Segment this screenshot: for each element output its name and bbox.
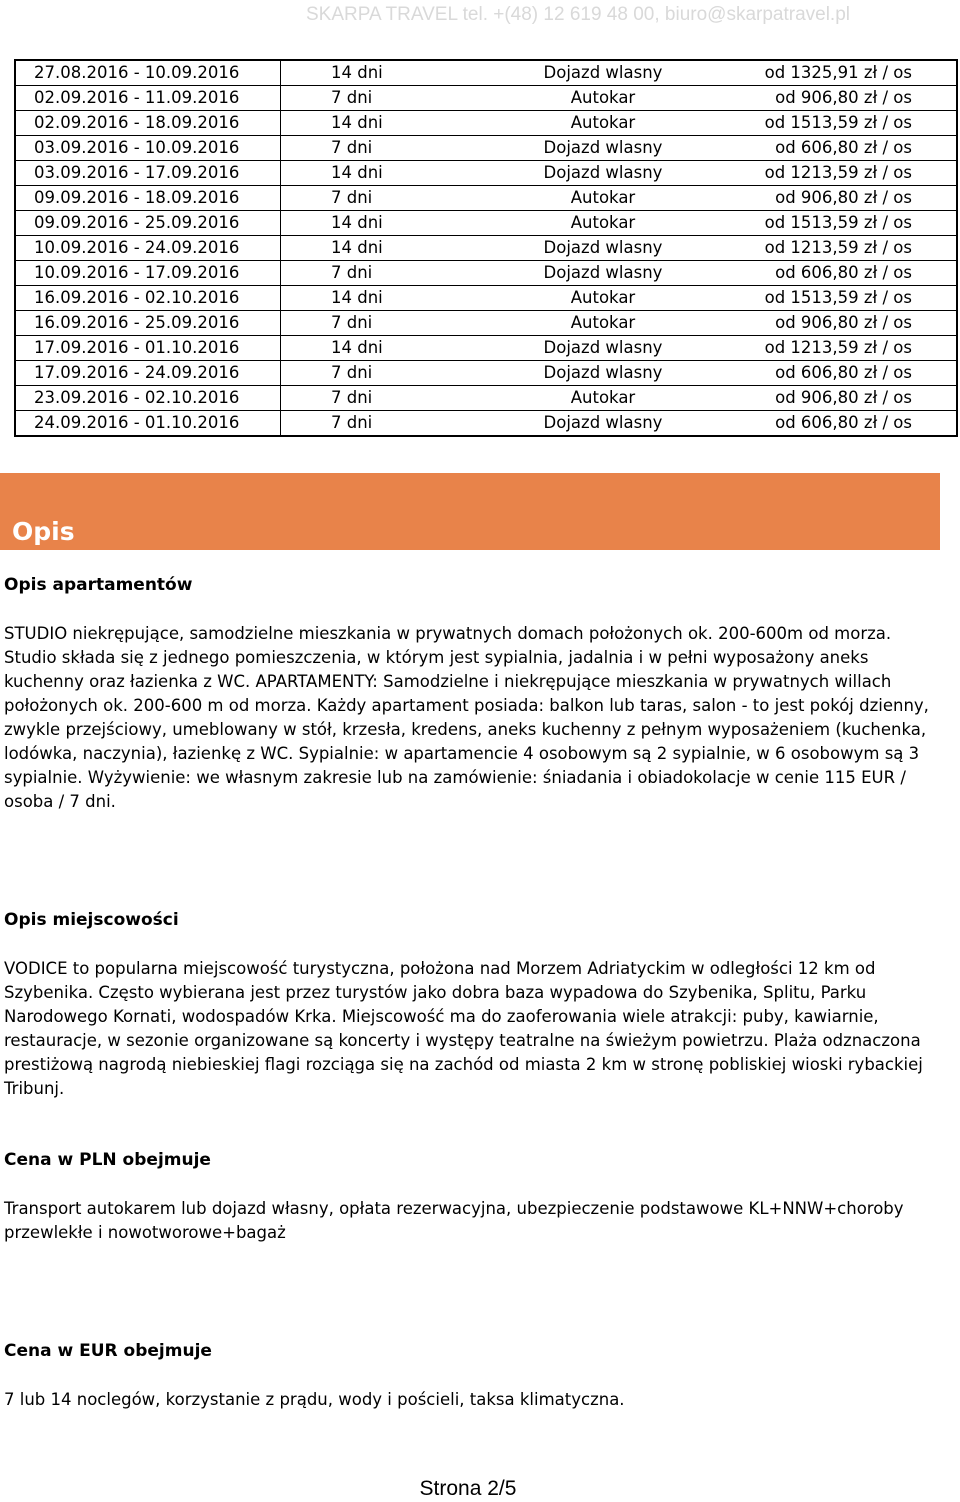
term-dates: 17.09.2016 - 01.10.2016	[16, 336, 281, 361]
term-duration: 7 dni	[281, 261, 474, 286]
terms-table	[14, 59, 958, 437]
location-text: VODICE to popularna miejscowość turystyczna, położona nad Morzem Adriatyckim w odległości 12 km od Szybenika. Często wybierana jest przez turystów jako dobra baza wypadowa do Szybenika, Splitu, Parku Narodowego Kornati, wodospadów Krka. Miejscowość ma do zaoferowania wiele atrakcji: puby, kawiarnie, restauracje, w sezonie organizowane są koncerty i występy teatralne na świeżym powietrzu. Plaża odznaczona prestiżową nagrodą niebieskiej flagi rozciąga się na zachód od miasta 2 km w stronę pobliskiej wioski rybackiej Tribunj.	[4, 959, 923, 1098]
term-price: od 906,80 zł / os	[733, 311, 956, 336]
table-row	[16, 311, 956, 336]
term-transport: Dojazd wlasny	[543, 63, 663, 82]
term-duration: 7 dni	[281, 186, 474, 211]
term-duration: 14 dni	[281, 336, 474, 361]
term-price: od 906,80 zł / os	[733, 386, 956, 411]
table-row	[16, 286, 956, 311]
page-header: SKARPA TRAVEL tel. +(48) 12 619 48 00, biuro@skarpatravel.pl	[305, 4, 850, 25]
price-eur-text: 7 lub 14 noclegów, korzystanie z prądu, wody i pościeli, taksa klimatyczna.	[4, 1390, 625, 1409]
term-price: od 1213,59 zł / os	[733, 236, 956, 261]
term-duration: 7 dni	[281, 411, 474, 436]
term-dates: 02.09.2016 - 11.09.2016	[16, 86, 281, 111]
term-price: od 606,80 zł / os	[733, 361, 956, 386]
table-row	[16, 211, 956, 236]
term-transport: Dojazd wlasny	[473, 411, 733, 436]
term-dates: 23.09.2016 - 02.10.2016	[16, 386, 281, 411]
term-dates: 02.09.2016 - 18.09.2016	[16, 111, 281, 136]
term-transport: Autokar	[473, 211, 733, 236]
term-price: od 906,80 zł / os	[733, 86, 956, 111]
location-heading: Opis miejscowości	[4, 910, 179, 930]
term-duration: 14 dni	[281, 161, 474, 186]
apartments-heading: Opis apartamentów	[4, 575, 193, 595]
term-duration: 7 dni	[281, 361, 474, 386]
term-dates: 17.09.2016 - 24.09.2016	[16, 361, 281, 386]
term-dates: 27.08.2016 - 10.09.2016	[16, 61, 281, 86]
term-duration: 14 dni	[281, 111, 474, 136]
price-pln-text: Transport autokarem lub dojazd własny, opłata rezerwacyjna, ubezpieczenie podstawowe KL+NNW+choroby przewlekłe i nowotworowe+bagaż	[4, 1199, 904, 1242]
term-duration: 14 dni	[281, 286, 474, 311]
term-price: od 606,80 zł / os	[733, 136, 956, 161]
term-duration: 14 dni	[331, 63, 383, 82]
term-price: od 906,80 zł / os	[733, 186, 956, 211]
term-price: od 1513,59 zł / os	[733, 211, 956, 236]
term-transport: Dojazd wlasny	[473, 261, 733, 286]
table-row	[16, 86, 956, 111]
term-dates: 03.09.2016 - 17.09.2016	[16, 161, 281, 186]
term-price: od 1213,59 zł / os	[733, 336, 956, 361]
terms-table-body	[16, 61, 956, 435]
table-row	[16, 186, 956, 211]
table-row	[16, 236, 956, 261]
term-transport: Dojazd wlasny	[473, 336, 733, 361]
term-price: od 1513,59 zł / os	[733, 286, 956, 311]
term-transport: Autokar	[473, 386, 733, 411]
term-duration: 14 dni	[281, 211, 474, 236]
term-dates: 16.09.2016 - 25.09.2016	[16, 311, 281, 336]
table-row	[16, 361, 956, 386]
term-dates: 10.09.2016 - 17.09.2016	[16, 261, 281, 286]
apartments-text: STUDIO niekrępujące, samodzielne mieszkania w prywatnych domach położonych ok. 200-600m od morza. Studio składa się z jednego pomieszczenia, w którym jest sypialnia, jadalnia i w pełni wyposażony aneks kuchenny oraz łazienka z WC. APARTAMENTY: Samodzielne i niekrępujące mieszkania w prywatnych willach położonych ok. 200-600 m od morza. Każdy apartament posiada: balkon lub taras, salon - to jest pokój dzienny, zwykle przejściowy, umeblowany w stół, krzesła, kredens, aneks kuchenny z pełnym wyposażeniem (kuchenka, lodówka, naczynia), łazienkę z WC. Sypialnie: w apartamencie 4 osobowym są 2 sypialnie, w 6 osobowym są 3 sypialnie. Wyżywienie: we własnym zakresie lub na zamówienie: śniadania i obiadokolacje w cenie 115 EUR / osoba / 7 dni.	[4, 624, 929, 811]
table-row	[16, 136, 956, 161]
term-duration: 14 dni	[281, 236, 474, 261]
term-duration: 7 dni	[281, 136, 474, 161]
term-dates: 09.09.2016 - 25.09.2016	[16, 211, 281, 236]
term-transport: Dojazd wlasny	[473, 161, 733, 186]
term-price: od 606,80 zł / os	[733, 261, 956, 286]
term-dates: 16.09.2016 - 02.10.2016	[16, 286, 281, 311]
term-transport: Autokar	[473, 311, 733, 336]
table-row	[16, 386, 956, 411]
table-row	[16, 336, 956, 361]
term-transport: Dojazd wlasny	[473, 236, 733, 261]
price-pln-heading: Cena w PLN obejmuje	[4, 1150, 211, 1170]
term-price: od 606,80 zł / os	[733, 411, 956, 436]
page-number: Strona 2/5	[419, 1477, 517, 1500]
term-dates: 10.09.2016 - 24.09.2016	[16, 236, 281, 261]
table-row	[16, 261, 956, 286]
term-dates: 24.09.2016 - 01.10.2016	[16, 411, 281, 436]
term-duration: 7 dni	[281, 86, 474, 111]
term-transport: Autokar	[473, 286, 733, 311]
table-row	[16, 111, 956, 136]
table-row	[16, 411, 956, 436]
term-price: od 1325,91 zł / os	[764, 63, 912, 82]
term-transport: Autokar	[473, 186, 733, 211]
term-duration: 7 dni	[281, 311, 474, 336]
term-price: od 1513,59 zł / os	[733, 111, 956, 136]
term-duration: 7 dni	[281, 386, 474, 411]
term-dates: 03.09.2016 - 10.09.2016	[16, 136, 281, 161]
term-transport: Dojazd wlasny	[473, 361, 733, 386]
banner-title: Opis	[12, 517, 75, 546]
term-transport: Autokar	[473, 111, 733, 136]
term-transport: Autokar	[473, 86, 733, 111]
price-eur-heading: Cena w EUR obejmuje	[4, 1341, 212, 1361]
term-transport: Dojazd wlasny	[473, 136, 733, 161]
term-price: od 1213,59 zł / os	[733, 161, 956, 186]
table-row	[16, 61, 956, 86]
term-dates: 09.09.2016 - 18.09.2016	[16, 186, 281, 211]
description-banner	[0, 473, 940, 550]
table-row	[16, 161, 956, 186]
